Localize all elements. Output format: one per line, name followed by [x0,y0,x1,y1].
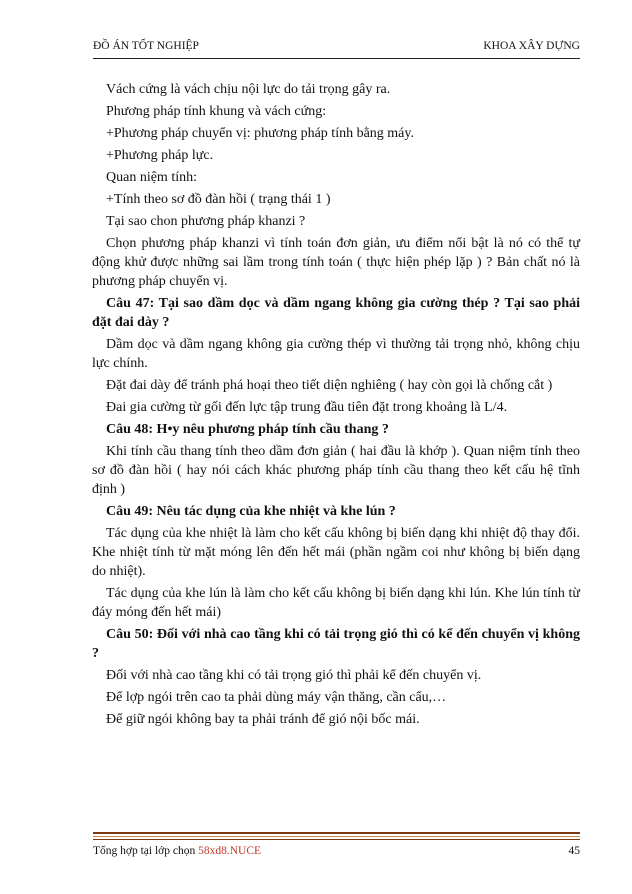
page-footer [93,845,580,857]
paragraph: +Tính theo sơ đồ đàn hồi ( trạng thái 1 ) [106,192,331,207]
question-heading: Câu 47: Tại sao dầm dọc và dầm ngang không gia cường thép ? Tại sao phải đặt đai dày ? [92,296,580,330]
paragraph: Quan niệm tính: [106,170,197,185]
paragraph: Để giữ ngói không bay ta phải tránh để gió nội bốc mái. [106,712,420,727]
paragraph: Vách cứng là vách chịu nội lực do tải trọng gây ra. [106,82,391,97]
footer-rule [93,832,580,840]
paragraph: Đối với nhà cao tầng khi có tải trọng gió thì phải kể đến chuyển vị. [106,668,482,683]
paragraph: Tại sao chon phương pháp khanzi ? [106,214,306,229]
paragraph: Đặt đai dày để tránh phá hoại theo tiết diện nghiêng ( hay còn gọi là chống cắt ) [106,378,553,393]
header-left-title: ĐỒ ÁN TỐT NGHIỆP [93,40,199,52]
question-heading: Câu 48: H•y nêu phương pháp tính cầu thang ? [106,422,389,437]
footer-credit-class: 58xd8.NUCE [198,845,262,857]
paragraph: Để lợp ngói trên cao ta phải dùng máy vận thăng, cần cẩu,… [106,690,447,705]
header-rule [93,58,580,59]
paragraph: Chọn phương pháp khanzi vì tính toán đơn giản, ưu điểm nổi bật là nó có thể tự động khử được những sai lầm trong tính toán ( thực hiện phép lặp ) ? Bản chất nó là phương pháp chuyển vị. [92,236,580,289]
footer-credit [93,845,261,857]
paragraph: Phương pháp tính khung và vách cứng: [106,104,327,119]
header-right-title: KHOA XÂY DỰNG [483,40,580,52]
page-header [93,38,580,56]
paragraph: Tác dụng của khe lún là làm cho kết cấu không bị biến dạng khi lún. Khe lún tính từ đáy móng đến hết mái) [92,586,580,620]
paragraph: Tác dụng của khe nhiệt là làm cho kết cấu không bị biến dạng khi nhiệt độ thay đổi. Khe nhiệt tính từ mặt móng lên đến hết mái (phần ngầm coi như không bị biến dạng do nhiệt). [92,526,580,579]
question-heading: Câu 49: Nêu tác dụng của khe nhiệt và khe lún ? [106,504,396,519]
question-heading: Câu 50: Đối với nhà cao tầng khi có tải trọng gió thì có kể đến chuyển vị không ? [92,627,580,661]
paragraph: Khi tính cầu thang tính theo dầm đơn giản ( hai đầu là khớp ). Quan niệm tính theo sơ đồ đàn hồi ( hay nói cách khác phương pháp tính cầu thang theo kết cấu hệ tĩnh định ) [92,444,580,497]
footer-credit-prefix: Tổng hợp tại lớp chọn [93,845,199,857]
page-number: 45 [568,845,580,857]
paragraph: Đai gia cường từ gối đến lực tập trung đầu tiên đặt trong khoảng là L/4. [106,400,508,415]
document-body [92,80,580,732]
paragraph: Dầm dọc và dầm ngang không gia cường thép vì thường tải trọng nhỏ, không chịu lực chính. [92,337,580,371]
paragraph: +Phương pháp lực. [106,148,214,163]
paragraph: +Phương pháp chuyển vị: phương pháp tính bằng máy. [106,126,414,141]
